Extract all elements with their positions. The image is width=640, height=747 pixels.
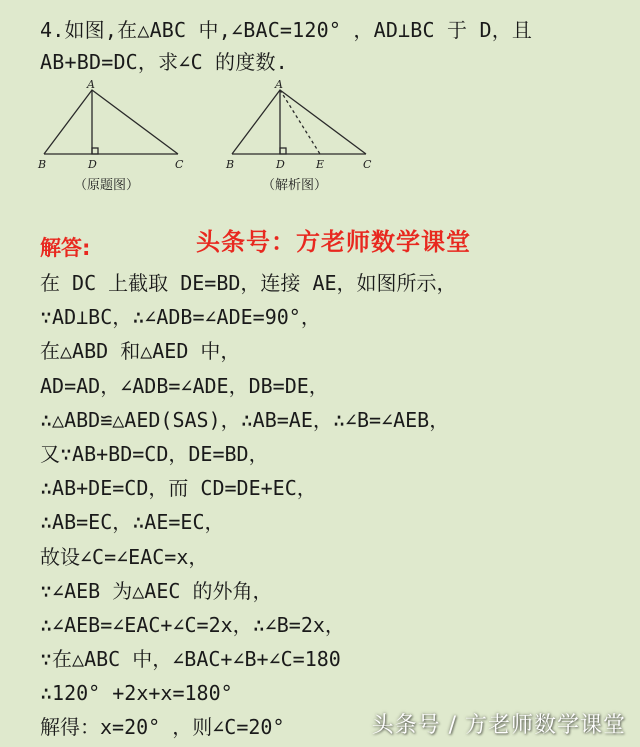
- label-a: A: [87, 78, 95, 91]
- solution-line: AD=AD，∠ADB=∠ADE，DB=DE，: [40, 373, 329, 398]
- dashed-ae: [280, 90, 320, 154]
- label-d: D: [88, 158, 97, 171]
- caption-original: （原题图）: [74, 178, 140, 193]
- solution-line: ∴AB+DE=CD，而 CD=DE+EC，: [40, 476, 317, 501]
- triangle-abc-sides-2: [232, 90, 366, 154]
- caption-analysis: （解析图）: [262, 178, 328, 193]
- figure-analysis: [232, 90, 366, 154]
- brand-title: 头条号：方老师数学课堂: [196, 227, 471, 256]
- problem-statement: [40, 14, 630, 78]
- label-b: B: [38, 158, 47, 171]
- solution-line: ∴AB=EC，∴AE=EC，: [40, 510, 225, 535]
- label-c: C: [175, 158, 184, 171]
- solution-line: ∵AD⊥BC，∴∠ADB=∠ADE=90°，: [40, 305, 321, 330]
- solution-line: 在 DC 上截取 DE=BD，连接 AE，如图所示，: [40, 271, 457, 295]
- answer-title: 解答:: [40, 236, 91, 260]
- watermark: 头条号 / 方老师数学课堂: [371, 713, 626, 738]
- label-d-2: D: [276, 158, 285, 171]
- label-b-2: B: [226, 158, 235, 171]
- solution-line: 解得：x=20° ，则∠C=20°: [40, 715, 285, 740]
- figure-original: [44, 90, 178, 154]
- solution-line: 在△ABD 和△AED 中，: [40, 339, 241, 364]
- label-a-2: A: [275, 78, 283, 91]
- solution-line: 故设∠C=∠EAC=x，: [40, 544, 209, 569]
- triangle-abc-sides: [44, 90, 178, 154]
- solution-line: ∴△ABD≌△AED(SAS)，∴AB=AE，∴∠B=∠AEB，: [40, 407, 450, 432]
- solution-line: 又∵AB+BD=CD，DE=BD，: [40, 441, 269, 466]
- solution-line: ∵∠AEB 为△AEC 的外角，: [40, 578, 273, 603]
- label-e-2: E: [316, 158, 325, 171]
- label-c-2: C: [363, 158, 372, 171]
- right-angle-mark-2: [280, 148, 286, 154]
- figures: [30, 78, 390, 198]
- right-angle-mark: [92, 148, 98, 154]
- solution: [40, 266, 630, 745]
- solution-line: ∴120° +2x+x=180°: [40, 681, 233, 706]
- problem-line-1: 4.如图,在△ABC 中,∠BAC=120° ，AD⊥BC 于 D，且: [40, 18, 533, 42]
- solution-line: ∴∠AEB=∠EAC+∠C=2x，∴∠B=2x，: [40, 612, 345, 637]
- solution-line: ∵在△ABC 中，∠BAC+∠B+∠C=180: [40, 647, 341, 672]
- problem-line-2: AB+BD=DC，求∠C 的度数.: [40, 50, 288, 74]
